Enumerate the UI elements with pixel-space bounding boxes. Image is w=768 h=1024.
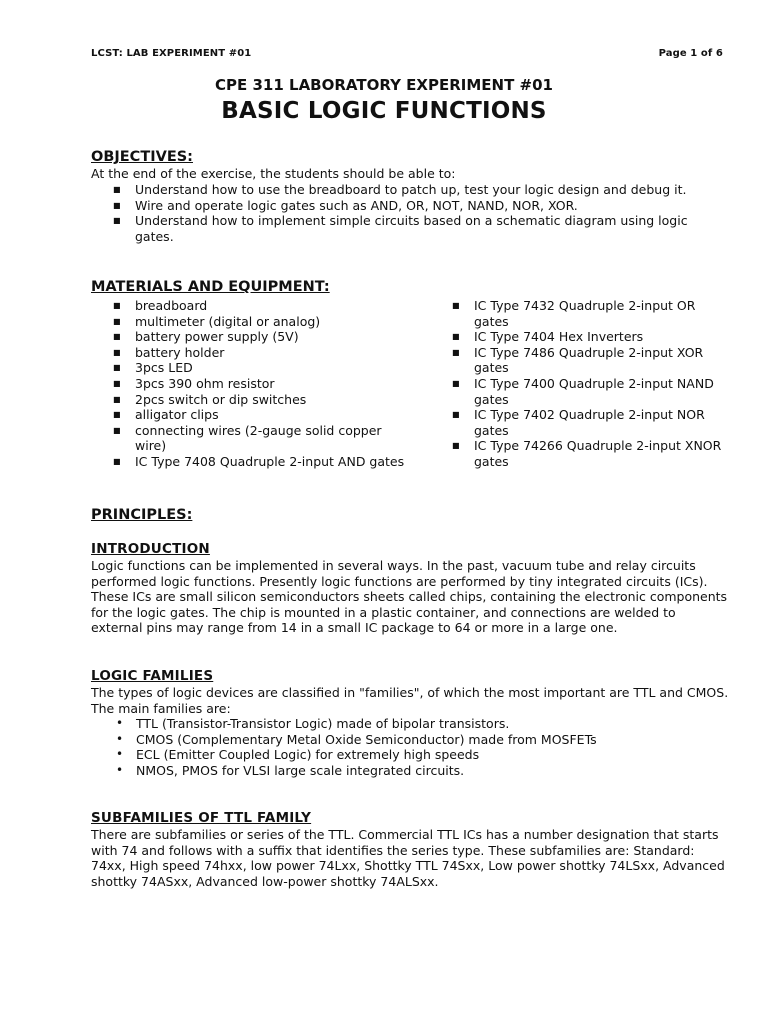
materials-list-right — [452, 298, 724, 470]
logic-families-text: The types of logic devices are classified in "families", of which the most important are TTL and CMOS. The main families are: — [91, 685, 729, 716]
list-item: ■ IC Type 7400 Quadruple 2-input NAND gates — [452, 375, 714, 407]
bullet-icon: ■ — [113, 410, 121, 420]
materials-list-left — [113, 298, 410, 470]
list-item: ■ IC Type 7402 Quadruple 2-input NOR gates — [452, 407, 705, 438]
document-title-line1: CPE 311 LABORATORY EXPERIMENT #01 — [215, 76, 553, 94]
list-item: • CMOS (Complementary Metal Oxide Semiconductor) made from MOSFETs — [116, 731, 597, 747]
bullet-icon: ■ — [113, 456, 121, 466]
list-item: ■ 3pcs LED — [113, 360, 193, 376]
list-item: ■ battery power supply (5V) — [113, 329, 299, 345]
list-item: ■ Wire and operate logic gates such as AND, OR, NOT, NAND, NOR, XOR. — [113, 197, 578, 213]
list-item: ■ alligator clips — [113, 407, 219, 423]
subfamilies-heading: SUBFAMILIES OF TTL FAMILY — [91, 810, 312, 826]
bullet-icon: ■ — [452, 410, 460, 420]
logic-families-heading: LOGIC FAMILIES — [91, 668, 214, 684]
list-item: ■ IC Type 7408 Quadruple 2-input AND gates — [113, 453, 405, 469]
objectives-intro: At the end of the exercise, the students should be able to: — [91, 166, 456, 181]
list-item: ■ Understand how to implement simple circuits based on a schematic diagram using logic gates. — [113, 213, 688, 244]
bullet-icon: ■ — [452, 378, 460, 388]
principles-heading: PRINCIPLES: — [91, 507, 193, 523]
list-item: ■ IC Type 7432 Quadruple 2-input OR gates — [452, 298, 696, 329]
list-item: ■ connecting wires (2-gauge solid copper wire) — [113, 422, 382, 454]
list-item: ■ Understand how to use the breadboard to patch up, test your logic design and debug it. — [113, 182, 687, 197]
bullet-icon: • — [116, 762, 124, 777]
document-title-line2: BASIC LOGIC FUNCTIONS — [221, 98, 547, 124]
bullet-icon: ■ — [113, 363, 121, 373]
bullet-icon: ■ — [113, 301, 121, 310]
bullet-icon: ■ — [452, 441, 460, 451]
bullet-icon: • — [116, 731, 124, 746]
list-item: • NMOS, PMOS for VLSI large scale integrated circuits. — [116, 762, 465, 778]
list-item: ■ battery holder — [113, 344, 225, 360]
list-item: ■ multimeter (digital or analog) — [113, 313, 321, 329]
list-item: ■ 2pcs switch or dip switches — [113, 391, 307, 407]
bullet-icon: • — [116, 747, 124, 762]
bullet-icon: ■ — [113, 316, 121, 326]
list-item: ■ 3pcs 390 ohm resistor — [113, 375, 275, 391]
list-item: ■ IC Type 74266 Quadruple 2-input XNOR gates — [452, 438, 722, 469]
list-item: • TTL (Transistor-Transistor Logic) made of bipolar transistors. — [116, 716, 510, 731]
bullet-icon: ■ — [452, 301, 460, 310]
materials-heading: MATERIALS AND EQUIPMENT: — [91, 279, 330, 295]
list-item: ■ breadboard — [113, 298, 208, 313]
bullet-icon: ■ — [452, 347, 460, 357]
bullet-icon: • — [116, 716, 124, 730]
subfamilies-text: There are subfamilies or series of the TTL. Commercial TTL ICs has a number designation that starts with 74 and follows with a suffix that identifies the series type. These subfamilies are: Standard: 74xx, High speed 74hxx, low power 74Lxx, Shottky TTL 74Sxx, Low power shottky 74LSxx, Advanced shottky 74ASxx, Advanced low-power shottky 74ALSxx. — [91, 827, 725, 889]
list-item: • ECL (Emitter Coupled Logic) for extremely high speeds — [116, 747, 480, 763]
introduction-heading: INTRODUCTION — [91, 541, 210, 557]
bullet-icon: ■ — [113, 332, 121, 342]
bullet-icon: ■ — [452, 332, 460, 342]
bullet-icon: ■ — [113, 394, 121, 404]
list-item: ■ IC Type 7404 Hex Inverters — [452, 329, 644, 345]
bullet-icon: ■ — [113, 185, 121, 194]
list-item: ■ IC Type 7486 Quadruple 2-input XOR gates — [452, 344, 704, 376]
bullet-icon: ■ — [113, 347, 121, 357]
running-header-left: LCST: LAB EXPERIMENT #01 — [91, 48, 252, 59]
objectives-heading: OBJECTIVES: — [91, 149, 193, 165]
bullet-icon: ■ — [113, 425, 121, 435]
page-number: Page 1 of 6 — [658, 48, 723, 59]
introduction-text: Logic functions can be implemented in several ways. In the past, vacuum tube and relay circuits performed logic functions. Presently logic functions are performed by tiny integrated circuits (ICs). These ICs are small silicon semiconductors sheets called chips, containing the electronic components for the logic gates. The chip is mounted in a plastic container, and connections are welded to external pins may range from 14 in a small IC package to 64 or more in a large one. — [91, 558, 728, 636]
objectives-list — [113, 182, 715, 244]
bullet-icon: ■ — [113, 378, 121, 388]
bullet-icon: ■ — [113, 200, 121, 210]
bullet-icon: ■ — [113, 216, 121, 226]
logic-families-list — [116, 716, 696, 778]
